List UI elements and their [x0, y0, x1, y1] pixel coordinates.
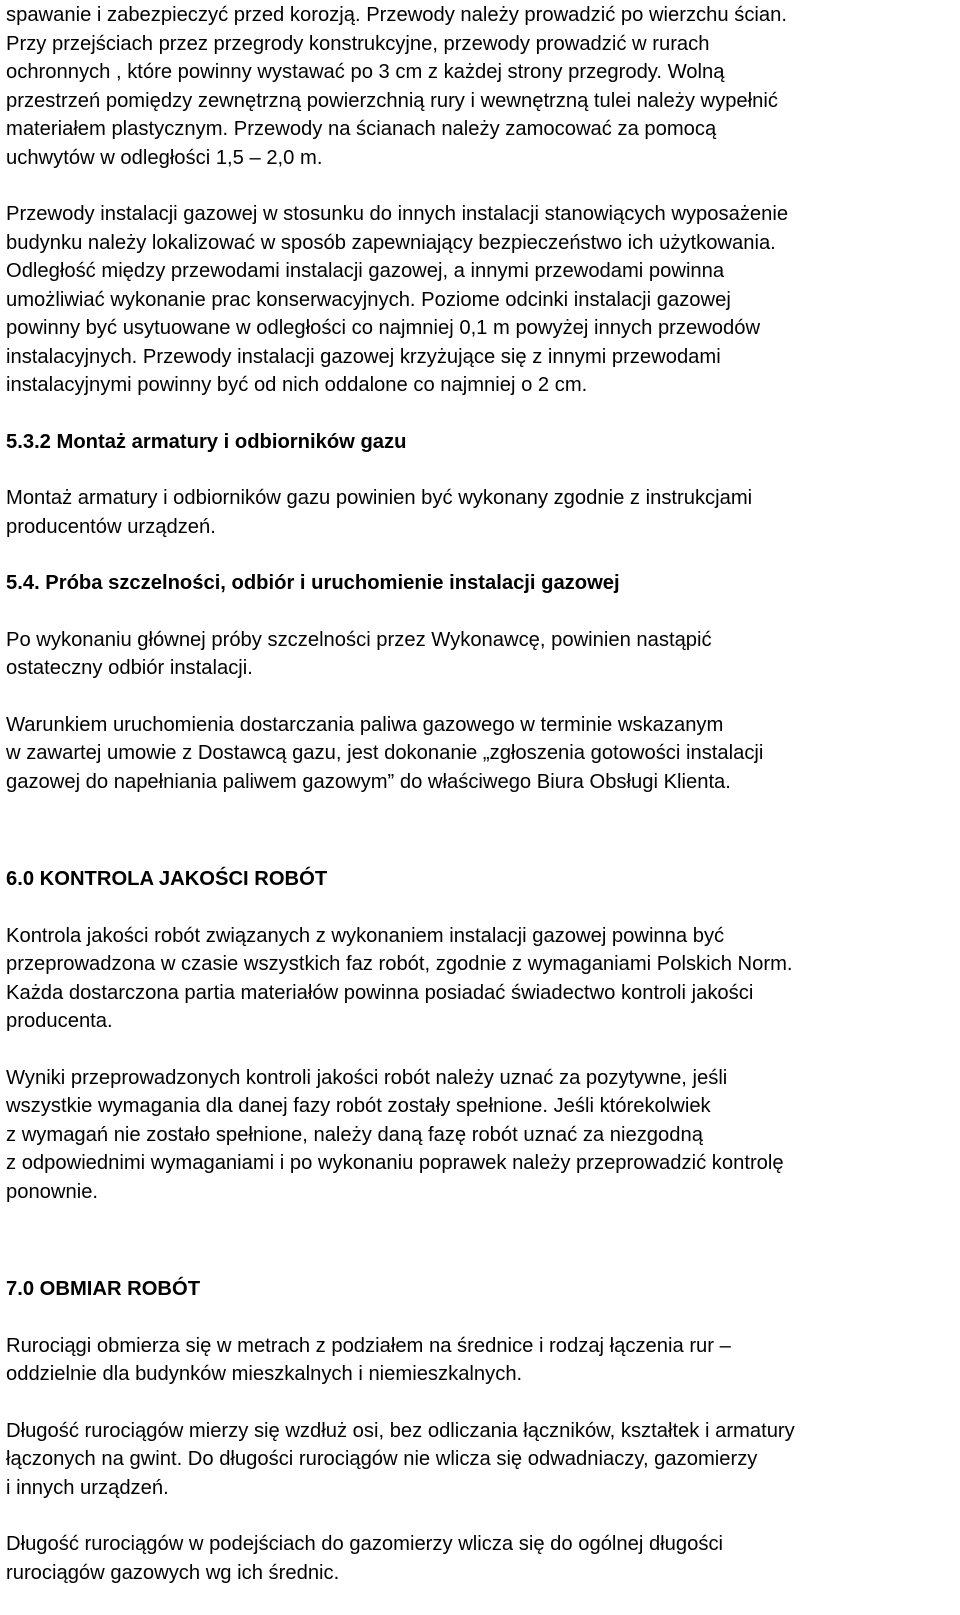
text-line: przestrzeń pomiędzy zewnętrzną powierzchnią rury i wewnętrzną tulei należy wypełnić — [6, 89, 778, 112]
text-line: Rurociągi obmierza się w metrach z podziałem na średnice i rodzaj łączenia rur – — [6, 1334, 731, 1357]
paragraph-meter-connections — [6, 1530, 958, 1587]
text-line: przeprowadzona w czasie wszystkich faz robót, zgodnie z wymaganiami Polskich Norm. — [6, 953, 793, 975]
text-line: Każda dostarczona partia materiałów powinna posiadać świadectwo kontroli jakości — [6, 981, 754, 1004]
text-line: Długość rurociągów mierzy się wzdłuż osi, bez odliczania łączników, kształtek i armatury — [6, 1419, 795, 1442]
paragraph-control-results — [6, 1064, 958, 1207]
paragraph-gas-supply-start — [6, 711, 958, 797]
text-line: Wyniki przeprowadzonych kontroli jakości robót należy uznać za pozytywne, jeśli — [6, 1066, 728, 1089]
text-line: uchwytów w odległości 1,5 – 2,0 m. — [6, 146, 323, 169]
heading-text: 6.0 KONTROLA JAKOŚCI ROBÓT — [6, 868, 328, 890]
text-line: gazowej do napełniania paliwem gazowym” do właściwego Biura Obsługi Klienta. — [6, 770, 731, 793]
section-heading-5-3-2 — [6, 428, 958, 457]
text-line: producenta. — [6, 1010, 113, 1032]
text-line: ochronnych , które powinny wystawać po 3 cm z każdej strony przegrody. Wolną — [6, 61, 725, 83]
text-line: oddzielnie dla budynków mieszkalnych i niemieszkalnych. — [6, 1363, 523, 1385]
text-line: Przewody instalacji gazowej w stosunku do innych instalacji stanowiących wyposażenie — [6, 203, 789, 225]
text-line: instalacyjnymi powinny być od nich oddalone co najmniej o 2 cm. — [6, 374, 588, 396]
text-line: Kontrola jakości robót związanych z wykonaniem instalacji gazowej powinna być — [6, 924, 725, 947]
text-line: umożliwiać wykonanie prac konserwacyjnych. Poziome odcinki instalacji gazowej — [6, 288, 731, 311]
text-line: Przy przejściach przez przegrody konstrukcyjne, przewody prowadzić w rurach — [6, 32, 710, 55]
section-heading-6-0 — [6, 865, 958, 894]
paragraph-final-acceptance — [6, 626, 958, 683]
paragraph-pipe-length — [6, 1417, 958, 1503]
section-heading-7-0 — [6, 1275, 958, 1304]
text-line: Odległość między przewodami instalacji gazowej, a innymi przewodami powinna — [6, 260, 725, 282]
text-line: materiałem plastycznym. Przewody na ścianach należy zamocować za pomocą — [6, 118, 717, 140]
text-line: Warunkiem uruchomienia dostarczania paliwa gazowego w terminie wskazanym — [6, 713, 724, 736]
text-line: w zawartej umowie z Dostawcą gazu, jest dokonanie „zgłoszenia gotowości instalacji — [6, 742, 764, 764]
heading-text: 5.3.2 Montaż armatury i odbiorników gazu — [6, 430, 407, 453]
text-line: producentów urządzeń. — [6, 515, 216, 538]
text-line: ostateczny odbiór instalacji. — [6, 657, 253, 679]
heading-text: 7.0 OBMIAR ROBÓT — [6, 1278, 201, 1300]
text-line: i innych urządzeń. — [6, 1476, 169, 1499]
document-page — [6, 0, 958, 1615]
paragraph-pipe-installation — [6, 1, 958, 172]
text-line: Montaż armatury i odbiorników gazu powinien być wykonany zgodnie z instrukcjami — [6, 487, 753, 509]
text-line: budynku należy lokalizować w sposób zapewniający bezpieczeństwo ich użytkowania. — [6, 231, 776, 254]
text-line: z odpowiednimi wymaganiami i po wykonaniu poprawek należy przeprowadzić kontrolę — [6, 1152, 784, 1174]
paragraph-fittings-assembly — [6, 484, 958, 541]
text-line: wszystkie wymagania dla danej fazy robót zostały spełnione. Jeśli którekolwiek — [6, 1095, 711, 1117]
text-line: rurociągów gazowych wg ich średnic. — [6, 1561, 340, 1584]
text-line: powinny być usytuowane w odległości co najmniej 0,1 m powyżej innych przewodów — [6, 317, 761, 339]
text-line: łączonych na gwint. Do długości rurociągów nie wlicza się odwadniaczy, gazomierzy — [6, 1448, 758, 1470]
paragraph-installation-placement — [6, 200, 958, 400]
text-line: ponownie. — [6, 1180, 99, 1203]
text-line: Długość rurociągów w podejściach do gazomierzy wlicza się do ogólnej długości — [6, 1533, 724, 1555]
text-line: z wymagań nie zostało spełnione, należy daną fazę robót uznać za niezgodną — [6, 1123, 703, 1146]
text-line: spawanie i zabezpieczyć przed korozją. Przewody należy prowadzić po wierzchu ścian. — [6, 4, 787, 26]
text-line: instalacyjnych. Przewody instalacji gazowej krzyżujące się z innymi przewodami — [6, 345, 721, 368]
paragraph-pipe-measurement — [6, 1332, 958, 1389]
text-line: Po wykonaniu głównej próby szczelności przez Wykonawcę, powinien nastąpić — [6, 628, 712, 651]
section-heading-5-4 — [6, 569, 958, 598]
paragraph-quality-control — [6, 922, 958, 1036]
heading-text: 5.4. Próba szczelności, odbiór i uruchomienie instalacji gazowej — [6, 572, 620, 594]
